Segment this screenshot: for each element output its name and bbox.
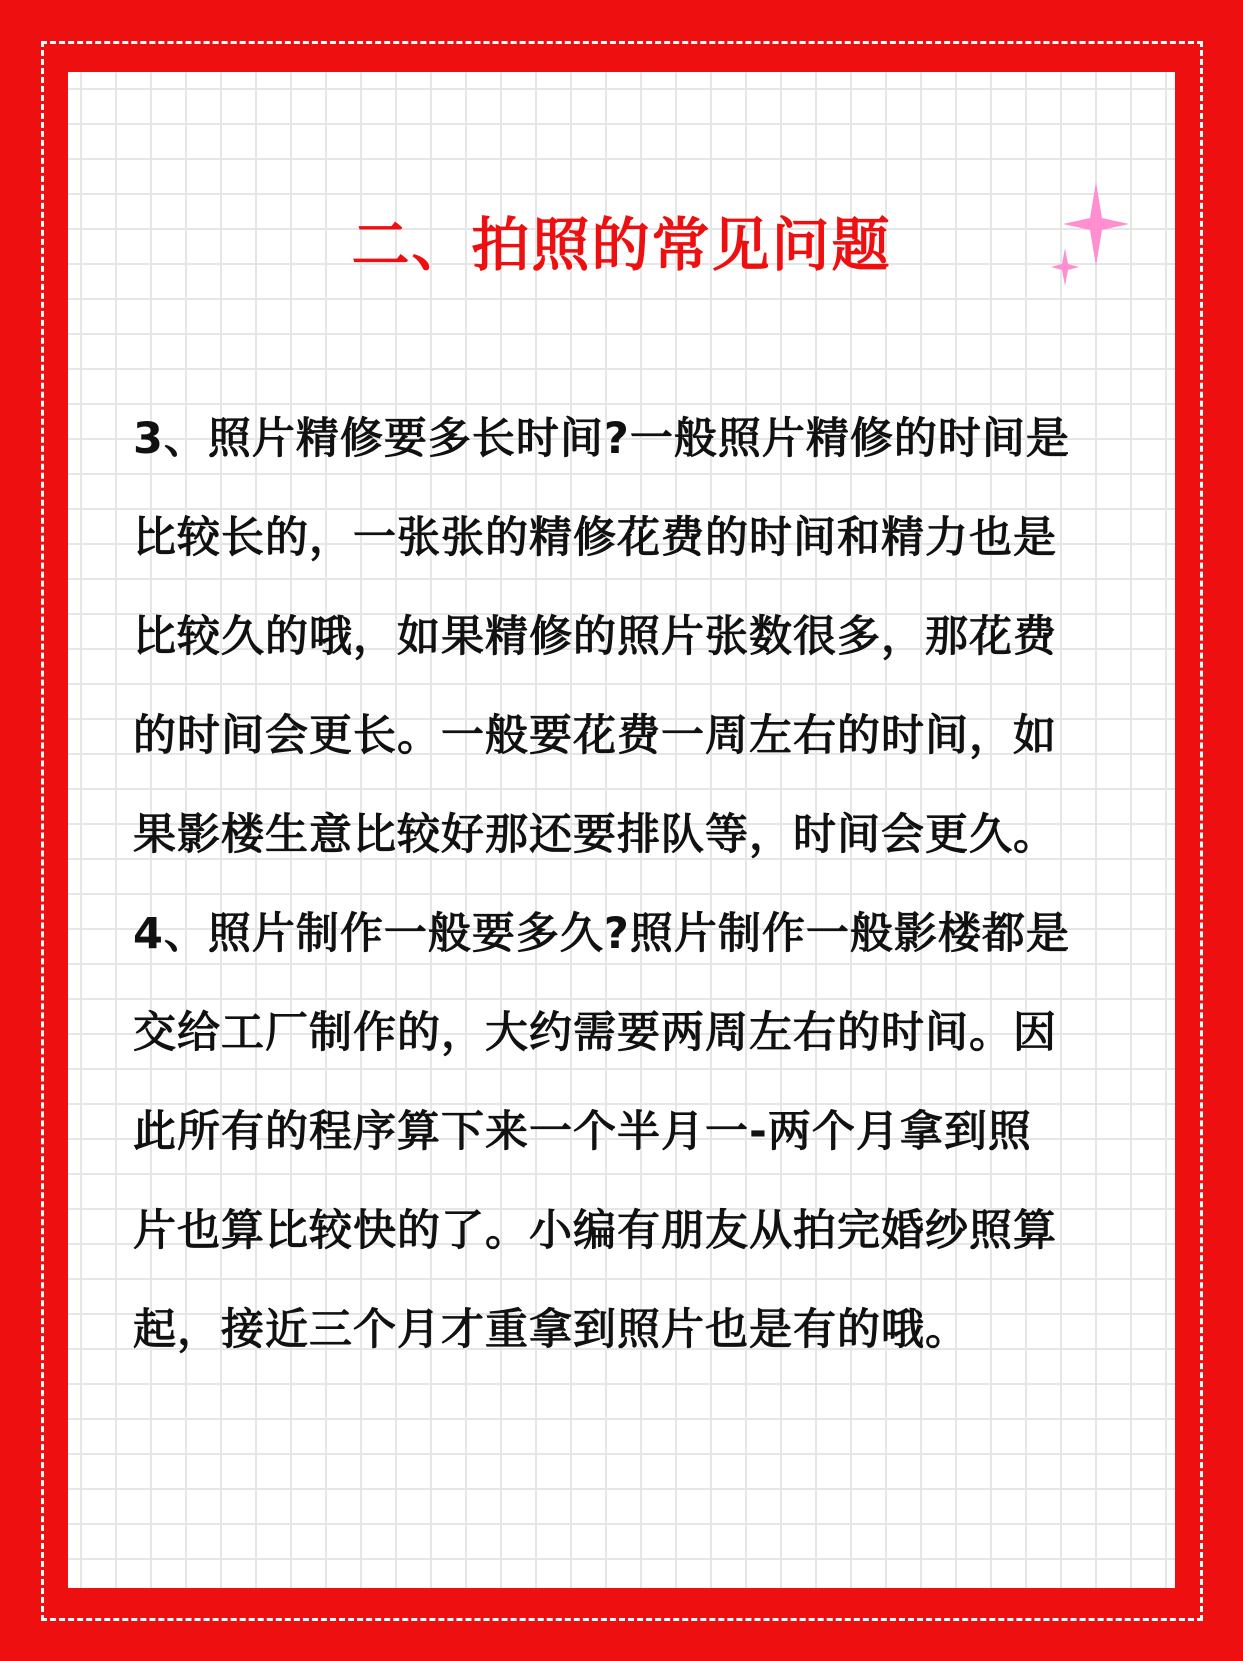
paragraph-3 — [133, 390, 1123, 885]
page-title: 二、拍照的常见问题 — [351, 211, 892, 279]
paragraph-4 — [133, 885, 1123, 1380]
text-line: 果影楼生意比较好那还要排队等，时间会更久。 — [133, 810, 1057, 860]
text-line: 3、照片精修要多长时间?一般照片精修的时间是 — [133, 414, 1070, 464]
text-line: 比较长的，一张张的精修花费的时间和精力也是 — [133, 513, 1057, 563]
text-line: 的时间会更长。一般要花费一周左右的时间，如 — [133, 711, 1057, 761]
article-body — [133, 390, 1123, 1380]
text-line: 交给工厂制作的，大约需要两周左右的时间。因 — [133, 1008, 1057, 1058]
text-line: 此所有的程序算下来一个半月一-两个月拿到照 — [133, 1107, 1032, 1157]
text-line: 比较久的哦，如果精修的照片张数很多，那花费 — [133, 612, 1057, 662]
text-line: 起，接近三个月才重拿到照片也是有的哦。 — [133, 1305, 969, 1355]
text-line: 4、照片制作一般要多久?照片制作一般影楼都是 — [133, 909, 1070, 959]
text-line: 片也算比较快的了。小编有朋友从拍完婚纱照算 — [133, 1206, 1057, 1256]
